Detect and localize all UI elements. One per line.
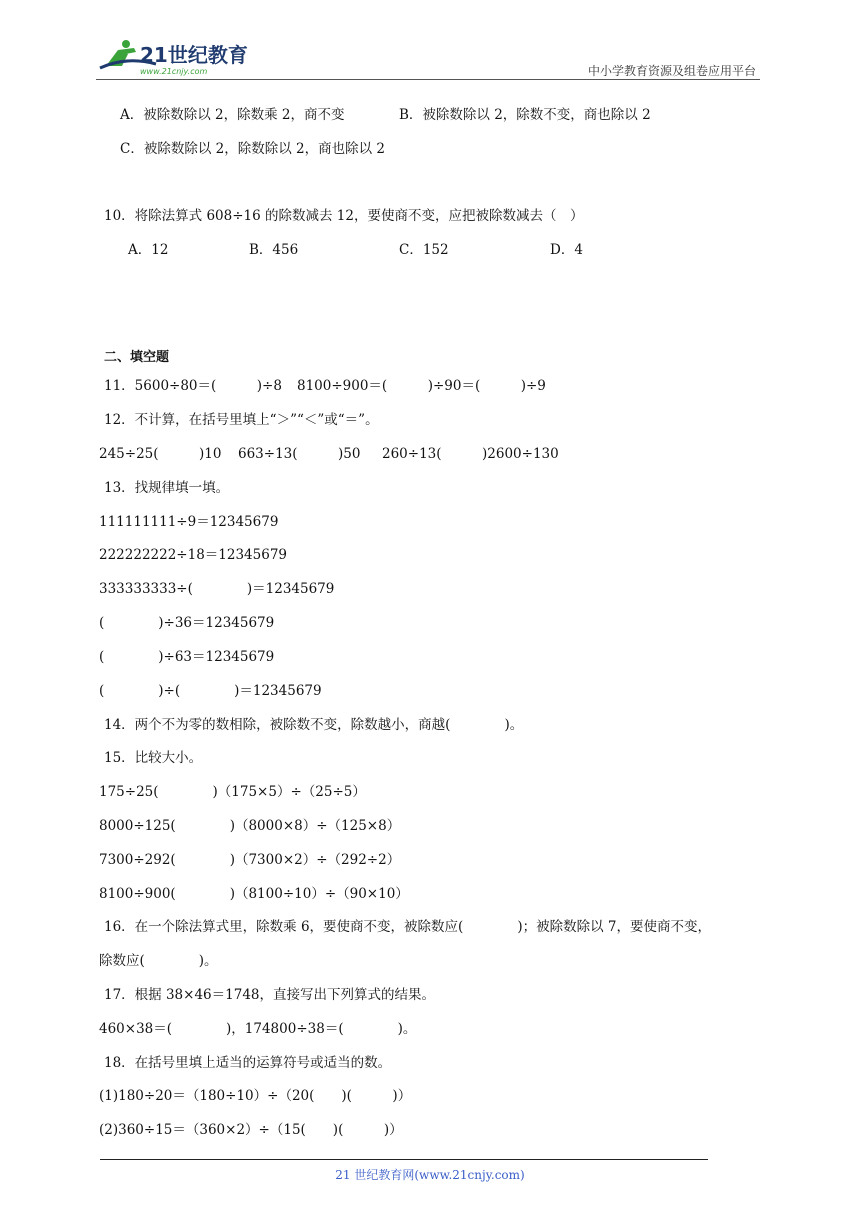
q16-line-1: 16．在一个除法算式里，除数乘 6，要使商不变，被除数应( )；被除数除以 7，要使商不变，	[104, 919, 711, 935]
q12-stem: 12．不计算，在括号里填上“＞”“＜”或“＝”。	[104, 412, 379, 428]
q16-line-2: 除数应( )。	[99, 953, 218, 969]
q13-line-2: 222222222÷18＝12345679	[99, 547, 288, 563]
site-logo	[96, 36, 256, 78]
q10-stem: 10．将除法算式 608÷16 的除数减去 12，要使商不变，应把被除数减去（ ）	[104, 208, 584, 224]
q9-option-b: B．被除数除以 2，除数不变，商也除以 2	[399, 107, 651, 123]
q18-line-2: (2)360÷15＝（360×2）÷（15( )( )）	[99, 1122, 403, 1138]
q11-part1: 11．5600÷80＝( )÷8	[104, 378, 282, 394]
q13-line-3: 333333333÷( )＝12345679	[99, 581, 335, 597]
q10-option-d: D．4	[550, 242, 583, 258]
q9-option-c: C．被除数除以 2，除数除以 2，商也除以 2	[120, 141, 385, 157]
q17-stem: 17．根据 38×46＝1748，直接写出下列算式的结果。	[104, 987, 435, 1003]
footer-link[interactable]: 21 世纪教育网(www.21cnjy.com)	[335, 1168, 525, 1182]
svg-text:21世纪教育: 21世纪教育	[140, 43, 248, 67]
q9-option-a: A．被除数除以 2，除数乘 2，商不变	[120, 107, 345, 123]
q12-part1: 245÷25( )10	[99, 446, 222, 462]
q10-option-a: A．12	[128, 242, 169, 258]
q12-part3: 260÷13( )2600÷130	[382, 446, 559, 462]
q12-part2: 663÷13( )50	[238, 446, 361, 462]
q13-line-5: ( )÷63＝12345679	[99, 649, 275, 665]
footer-rule	[100, 1159, 708, 1160]
q15-line-1: 175÷25( )（175×5）÷（25÷5）	[99, 784, 366, 800]
platform-name: 中小学教育资源及组卷应用平台	[587, 64, 756, 78]
svg-text:www.21cnjy.com: www.21cnjy.com	[140, 67, 208, 76]
q15-line-3: 7300÷292( )（7300×2）÷（292÷2）	[99, 852, 401, 868]
q18-stem: 18．在括号里填上适当的运算符号或适当的数。	[104, 1055, 392, 1071]
runner-logo-icon	[96, 36, 256, 78]
header-rule	[96, 79, 760, 80]
q13-line-1: 111111111÷9＝12345679	[99, 514, 279, 530]
q13-line-6: ( )÷( )＝12345679	[99, 683, 322, 699]
q14-stem: 14．两个不为零的数相除，被除数不变，除数越小，商越( )。	[104, 717, 524, 733]
q17-line-1: 460×38＝( )，174800÷38＝( )。	[99, 1021, 417, 1037]
q11-part2: 8100÷900＝( )÷90＝( )÷9	[297, 378, 546, 394]
q15-line-4: 8100÷900( )（8100÷10）÷（90×10）	[99, 886, 409, 902]
q13-stem: 13．找规律填一填。	[104, 480, 230, 496]
q15-line-2: 8000÷125( )（8000×8）÷（125×8）	[99, 818, 401, 834]
q18-line-1: (1)180÷20＝（180÷10）÷（20( )( )）	[99, 1088, 412, 1104]
section-title: 二、填空题	[104, 350, 170, 365]
q15-stem: 15．比较大小。	[104, 750, 203, 766]
q10-option-b: B．456	[249, 242, 299, 258]
q10-option-c: C．152	[399, 242, 449, 258]
q13-line-4: ( )÷36＝12345679	[99, 615, 275, 631]
